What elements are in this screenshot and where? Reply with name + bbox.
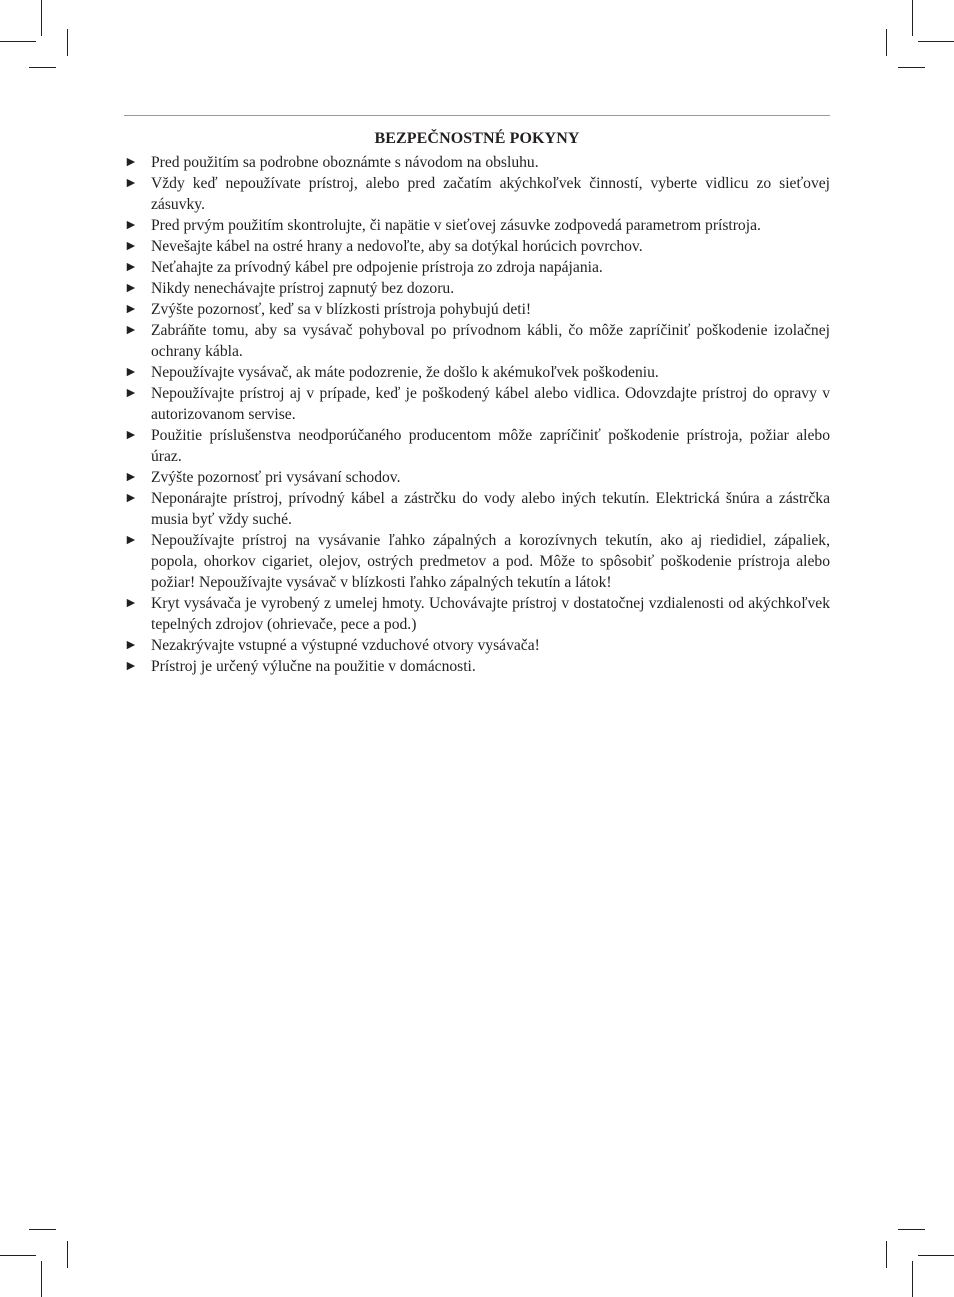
list-item <box>124 656 830 677</box>
list-item-text: Kryt vysávača je vyrobený z umelej hmoty. Uchovávajte prístroj v dostatočnej vzdialenosti od akýchkoľvek tepelných zdrojov (ohrievače, pece a pod.) <box>151 595 830 633</box>
list-item-text: Použitie príslušenstva neodporúčaného producentom môže zapríčiniť poškodenie prístroja, požiar alebo úraz. <box>151 427 830 465</box>
list-item-text: Pred použitím sa podrobne oboznámte s návodom na obsluhu. <box>151 154 539 171</box>
list-item-text: Zvýšte pozornosť pri vysávaní schodov. <box>151 469 401 486</box>
safety-rules-list <box>124 152 830 677</box>
arrow-bullet-icon: ► <box>124 470 138 485</box>
list-item <box>124 593 830 635</box>
arrow-bullet-icon: ► <box>124 323 138 338</box>
list-item <box>124 362 830 383</box>
crop-mark-top-left-horizontal <box>0 41 36 42</box>
list-item <box>124 236 830 257</box>
arrow-bullet-icon: ► <box>124 596 138 611</box>
crop-mark-bottom-right-vertical <box>912 1261 913 1297</box>
list-item-text: Nepoužívajte prístroj na vysávanie ľahko zápalných a korozívnych tekutín, ako aj riedidiel, zápaliek, popola, ohorkov cigariet, olejov, ostrých predmetov a pod. Môže to spôsobiť poškodenie prístroja alebo požiar! Nepoužívajte vysávač v blízkosti ľahko zápalných tekutín a látok! <box>151 532 830 591</box>
crop-mark-bottom-right-horizontal <box>918 1255 954 1256</box>
list-item-text: Nezakrývajte vstupné a výstupné vzduchové otvory vysávača! <box>151 637 540 654</box>
arrow-bullet-icon: ► <box>124 239 138 254</box>
list-item-text: Nevešajte kábel na ostré hrany a nedovoľte, aby sa dotýkal horúcich povrchov. <box>151 238 643 255</box>
crop-mark-bottom-left-horizontal <box>0 1255 36 1256</box>
list-item-text: Pred prvým použitím skontrolujte, či napätie v sieťovej zásuvke zodpovedá parametrom prístroja. <box>151 217 761 234</box>
list-item <box>124 152 830 173</box>
list-item-text: Nepoužívajte prístroj aj v prípade, keď je poškodený kábel alebo vidlica. Odovzdajte prístroj do opravy v autorizovanom servise. <box>151 385 830 423</box>
list-item <box>124 173 830 215</box>
crop-mark-top-left-inner-vertical <box>67 29 68 56</box>
crop-mark-top-left-vertical <box>41 0 42 36</box>
crop-mark-bottom-left-inner-horizontal <box>29 1229 56 1230</box>
arrow-bullet-icon: ► <box>124 491 138 506</box>
arrow-bullet-icon: ► <box>124 176 138 191</box>
list-item-text: Prístroj je určený výlučne na použitie v domácnosti. <box>151 658 476 675</box>
crop-mark-bottom-left-inner-vertical <box>67 1241 68 1268</box>
section-heading: BEZPEČNOSTNÉ POKYNY <box>374 130 580 147</box>
list-item <box>124 383 830 425</box>
list-item <box>124 215 830 236</box>
arrow-bullet-icon: ► <box>124 659 138 674</box>
list-item-text: Zabráňte tomu, aby sa vysávač pohyboval po prívodnom kábli, čo môže zapríčiniť poškodenie izolačnej ochrany kábla. <box>151 322 830 360</box>
list-item-text: Nikdy nenechávajte prístroj zapnutý bez dozoru. <box>151 280 455 297</box>
arrow-bullet-icon: ► <box>124 365 138 380</box>
header-rule <box>124 115 830 116</box>
crop-mark-bottom-right-inner-horizontal <box>898 1229 925 1230</box>
arrow-bullet-icon: ► <box>124 533 138 548</box>
list-item <box>124 467 830 488</box>
list-item-text: Nepoužívajte vysávač, ak máte podozrenie, že došlo k akémukoľvek poškodeniu. <box>151 364 659 381</box>
crop-mark-top-right-vertical <box>912 0 913 36</box>
list-item <box>124 278 830 299</box>
crop-mark-top-left-inner-horizontal <box>29 67 56 68</box>
arrow-bullet-icon: ► <box>124 155 138 170</box>
list-item <box>124 530 830 593</box>
arrow-bullet-icon: ► <box>124 302 138 317</box>
list-item <box>124 299 830 320</box>
arrow-bullet-icon: ► <box>124 260 138 275</box>
list-item <box>124 425 830 467</box>
arrow-bullet-icon: ► <box>124 218 138 233</box>
safety-instructions-section <box>124 128 830 677</box>
list-item-text: Vždy keď nepoužívate prístroj, alebo pred začatím akýchkoľvek činností, vyberte vidlicu zo sieťovej zásuvky. <box>151 175 830 213</box>
list-item-text: Zvýšte pozornosť, keď sa v blízkosti prístroja pohybujú deti! <box>151 301 532 318</box>
list-item-text: Neťahajte za prívodný kábel pre odpojenie prístroja zo zdroja napájania. <box>151 259 603 276</box>
arrow-bullet-icon: ► <box>124 386 138 401</box>
crop-mark-top-right-inner-vertical <box>886 29 887 56</box>
list-item <box>124 488 830 530</box>
list-item <box>124 257 830 278</box>
arrow-bullet-icon: ► <box>124 428 138 443</box>
arrow-bullet-icon: ► <box>124 638 138 653</box>
crop-mark-top-right-inner-horizontal <box>898 67 925 68</box>
arrow-bullet-icon: ► <box>124 281 138 296</box>
list-item <box>124 320 830 362</box>
crop-mark-bottom-right-inner-vertical <box>886 1241 887 1268</box>
crop-mark-top-right-horizontal <box>918 41 954 42</box>
list-item <box>124 635 830 656</box>
crop-mark-bottom-left-vertical <box>41 1261 42 1297</box>
list-item-text: Neponárajte prístroj, prívodný kábel a zástrčku do vody alebo iných tekutín. Elektrická šnúra a zástrčka musia byť vždy suché. <box>151 490 830 528</box>
